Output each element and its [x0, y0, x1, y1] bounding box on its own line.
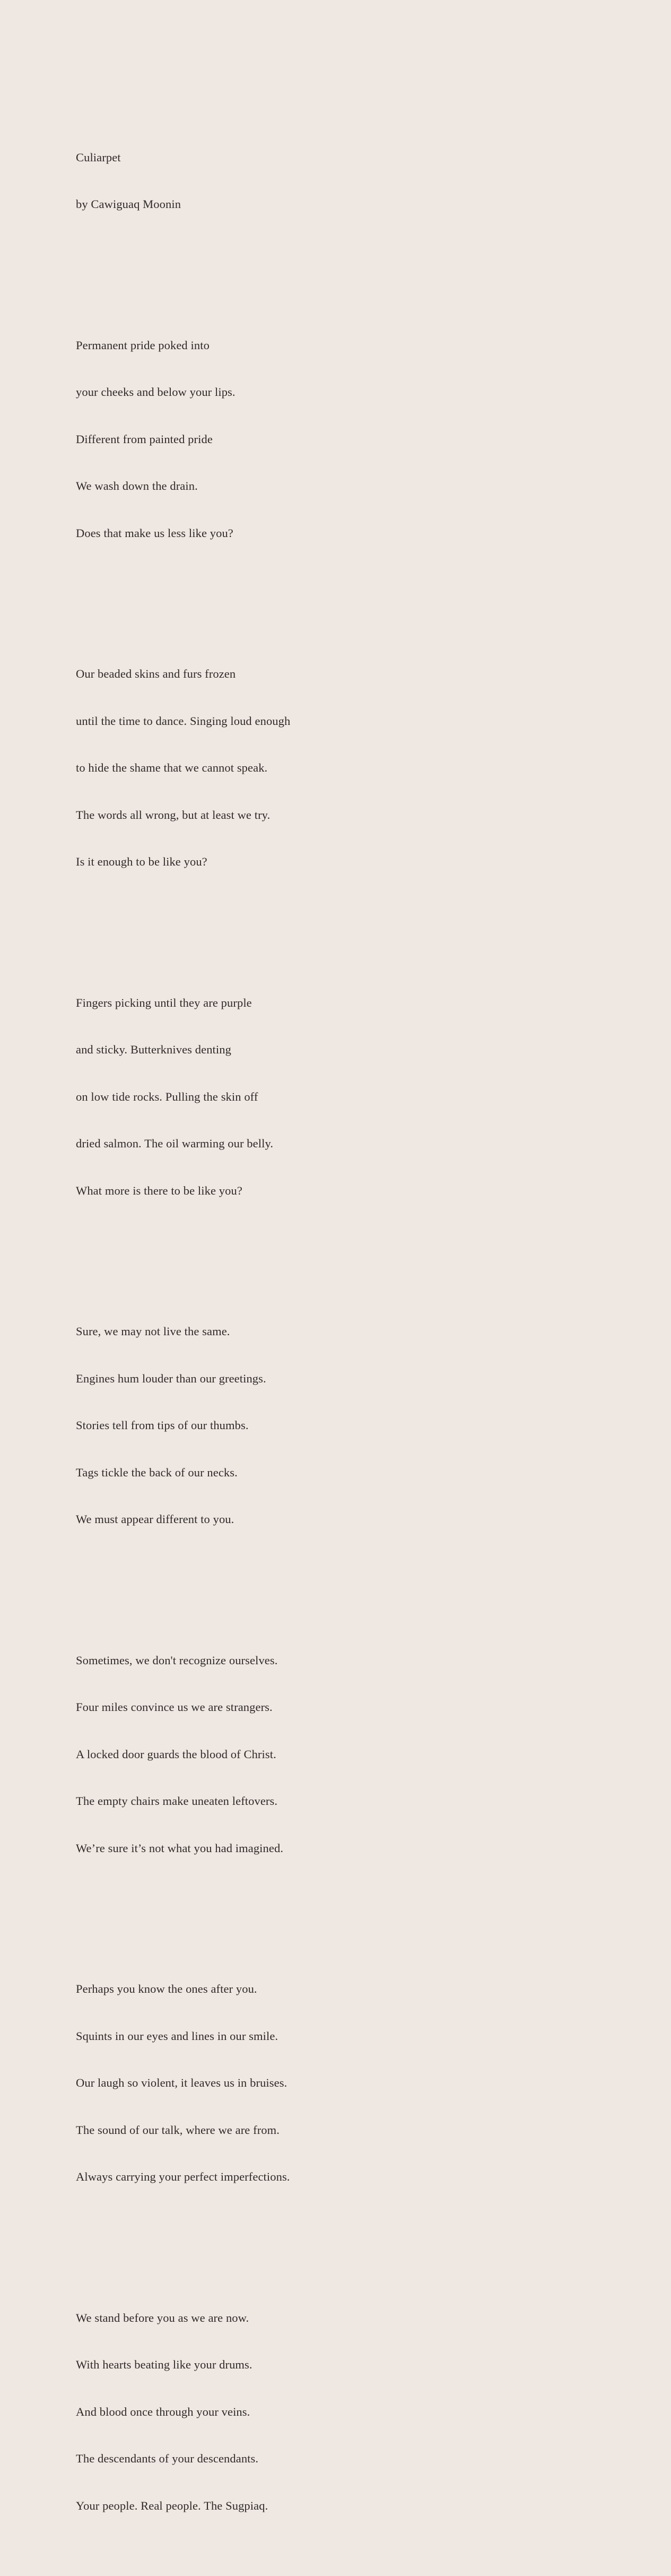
poem-line: Permanent pride poked into [76, 338, 210, 352]
poem-line: With hearts beating like your drums. [76, 2358, 252, 2371]
poem-line: Different from painted pride [76, 432, 213, 446]
stanza-4 [76, 1292, 290, 1559]
poem-line: Stories tell from tips of our thumbs. [76, 1419, 249, 1432]
poem-line: until the time to dance. Singing loud enough [76, 714, 291, 728]
poem-line: We wash down the drain. [76, 479, 198, 492]
stanza-5 [76, 1621, 290, 1888]
poem-header [76, 118, 290, 244]
stanza-3 [76, 964, 290, 1230]
poem-line: What more is there to be like you? [76, 1183, 242, 1197]
poem-line: Perhaps you know the ones after you. [76, 1982, 257, 1995]
poem-document [76, 71, 290, 2576]
poem-line: your cheeks and below your lips. [76, 385, 236, 399]
poem-line: dried salmon. The oil warming our belly. [76, 1137, 274, 1150]
poem-title: Culiarpet [76, 150, 121, 164]
stanza-6 [76, 1950, 290, 2216]
poem-line: Our beaded skins and furs frozen [76, 667, 236, 680]
poem-line: We stand before you as we are now. [76, 2311, 249, 2324]
stanza-2 [76, 635, 290, 901]
stanza-1 [76, 306, 290, 573]
poem-byline: by Cawiguaq Moonin [76, 197, 181, 211]
poem-line: Squints in our eyes and lines in our smile. [76, 2029, 278, 2043]
poem-line: Does that make us less like you? [76, 526, 233, 540]
poem-line: The words all wrong, but at least we try. [76, 808, 271, 822]
poem-line: We must appear different to you. [76, 1512, 234, 1526]
poem-line: Engines hum louder than our greetings. [76, 1371, 266, 1385]
poem-line: And blood once through your veins. [76, 2405, 250, 2418]
poem-line: We’re sure it’s not what you had imagined. [76, 1841, 284, 1855]
poem-line: on low tide rocks. Pulling the skin off [76, 1090, 258, 1103]
poem-line: Four miles convince us we are strangers. [76, 1700, 273, 1714]
poem-line: Sure, we may not live the same. [76, 1325, 230, 1338]
poem-line: and sticky. Butterknives denting [76, 1043, 231, 1056]
poem-line: Fingers picking until they are purple [76, 996, 252, 1009]
poem-line: Your people. Real people. The Sugpiaq. [76, 2499, 268, 2512]
stanza-7 [76, 2279, 290, 2545]
poem-line: The empty chairs make uneaten leftovers. [76, 1794, 278, 1808]
poem-line: The descendants of your descendants. [76, 2452, 259, 2465]
poem-line: The sound of our talk, where we are from. [76, 2123, 280, 2137]
poem-line: Is it enough to be like you? [76, 855, 207, 868]
poem-line: Always carrying your perfect imperfections. [76, 2170, 290, 2183]
poem-line: Tags tickle the back of our necks. [76, 1465, 238, 1479]
poem-line: A locked door guards the blood of Christ. [76, 1747, 276, 1761]
poem-line: Sometimes, we don't recognize ourselves. [76, 1653, 278, 1667]
poem-line: to hide the shame that we cannot speak. [76, 761, 268, 774]
poem-line: Our laugh so violent, it leaves us in bruises. [76, 2076, 287, 2089]
